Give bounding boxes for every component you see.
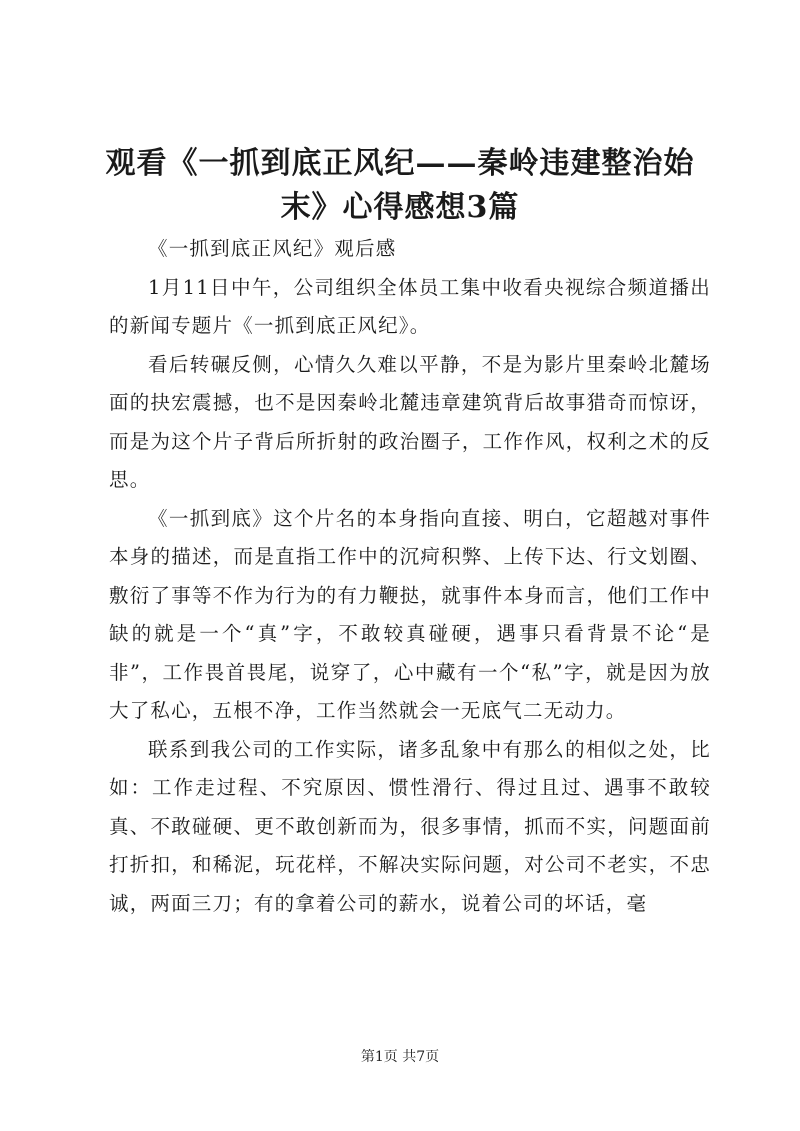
paragraph-4: 联系到我公司的工作实际，诸多乱象中有那么的相似之处，比如：工作走过程、不究原因、惯性滑行、得过且过、遇事不敢较真、不敢碰硬、更不敢创新而为，很多事情，抓而不实，问题面前打折扣，和稀泥，玩花样，不解决实际问题，对公司不老实，不忠诚，两面三刀；有的拿着公司的薪水，说着公司的坏话，毫 [109, 737, 711, 915]
title-line-1: 观看《一抓到底正风纪——秦岭违建整治始 [105, 146, 695, 181]
section-heading: 《一抓到底正风纪》观后感 [148, 237, 397, 260]
document-title [100, 142, 700, 230]
title-line-2: 末》心得感想3篇 [280, 190, 520, 225]
paragraph-2: 看后转碾反侧，心情久久难以平静，不是为影片里秦岭北麓场面的抉宏震撼，也不是因秦岭北麓违章建筑背后故事猎奇而惊讶，而是为这个片子背后所折射的政治圈子，工作作风，权利之术的反思。 [109, 352, 711, 491]
document-body [109, 230, 711, 923]
paragraph-3: 《一抓到底》这个片名的本身指向直接、明白，它超越对事件本身的描述，而是直指工作中的沉疴积弊、上传下达、行文划圈、敷衍了事等不作为行为的有力鞭挞，就事件本身而言，他们工作中缺的就是一个“真”字，不敢较真碰硬，遇事只看背景不论“是非”，工作畏首畏尾，说穿了，心中藏有一个“私”字，就是因为放大了私心，五根不净，工作当然就会一无底气二无动力。 [109, 506, 711, 722]
page-number-footer: 第1页 共7页 [360, 1049, 440, 1065]
paragraph-1: 1月11日中午，公司组织全体员工集中收看央视综合频道播出的新闻专题片《一抓到底正风纪》。 [109, 275, 711, 337]
